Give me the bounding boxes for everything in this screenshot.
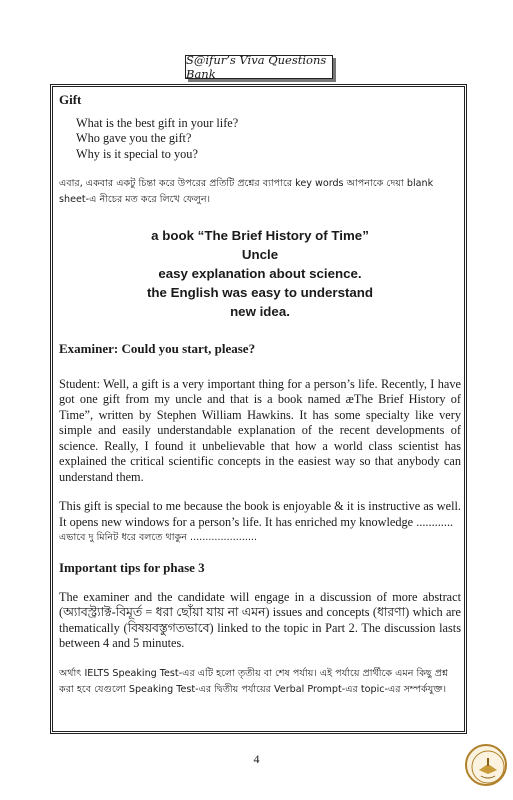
page-content [59,92,461,698]
tips-bangla-note: অর্থাৎ IELTS Speaking Test-এর এটি হলো তৃতীয় বা শেষ পর্যায়। এই পর্যায়ে প্রার্থীকে এমন কিছু প্রশ্ন করা হবে যেগুলো Speaking Test-এর দ্বিতীয় পর্যায়ের Verbal Prompt-এর topic-এর সম্পর্কযুক্ত। [59,667,448,695]
question-list [76,116,461,163]
gift-heading: Gift [59,92,82,107]
keyword-item: Uncle [241,247,279,262]
tips-heading: Important tips for phase 3 [59,560,205,575]
keyword-item: a book “The Brief History of Time” [151,228,369,243]
page-number: 4 [253,752,260,766]
examiner-heading: Examiner: Could you start, please? [59,341,256,356]
student-answer-paragraph: Student: Well, a gift is a very important thing for a person’s life. Recently, I have got one gift from my uncle and that is a book named æThe Brief History of Time”, written by Stephen William Hawkins. It has some specialty like very simple and easily understandable explanation of the recent developments of science. Really, I found it unbelievable that how a world class scientist has explained the critical scientific concepts in the easiest way so that anybody can understand them. [59,376,461,484]
keyword-item: easy explanation about science. [158,266,362,281]
keyword-item: new idea. [230,304,290,319]
publisher-seal-icon [465,744,507,786]
header-title: S@ifur’s Viva Questions Bank [186,53,327,81]
keyword-instruction: এবার, একবার একটু চিন্তা করে উপরের প্রতিটি প্রশ্নের ব্যাপারে key words আপনাকে দেয়া blank sheet-এ নীচের মত করে লিখে ফেলুন। [59,178,434,205]
header-title-badge [185,55,333,79]
student-answer-paragraph-2: This gift is special to me because the book is enjoyable & it is instructive as well. It opens new windows for a person’s life. It has enriched my knowledge ............ [59,499,461,529]
tips-paragraph: The examiner and the candidate will engage in a discussion of more abstract (অ্যাবস্ট্র্যাক্ট-বিমূর্ত = ধরা ছোঁয়া যায় না এমন) issues and concepts (ধারণা) which are thematically (বিষয়বস্তুগতভাবে) linked to the topic in Part 2. The discussion lasts between 4 and 5 minutes. [59,589,461,650]
question-item: What is the best gift in your life? [76,115,239,130]
keyword-list [59,226,461,321]
question-item: Who gave you the gift? [76,131,192,145]
keyword-item: the English was easy to understand [146,285,374,300]
speaking-note: এভাবে দু মিনিট ধরে বলতে থাকুন ...................... [59,532,258,543]
question-item: Why is it special to you? [76,146,198,161]
